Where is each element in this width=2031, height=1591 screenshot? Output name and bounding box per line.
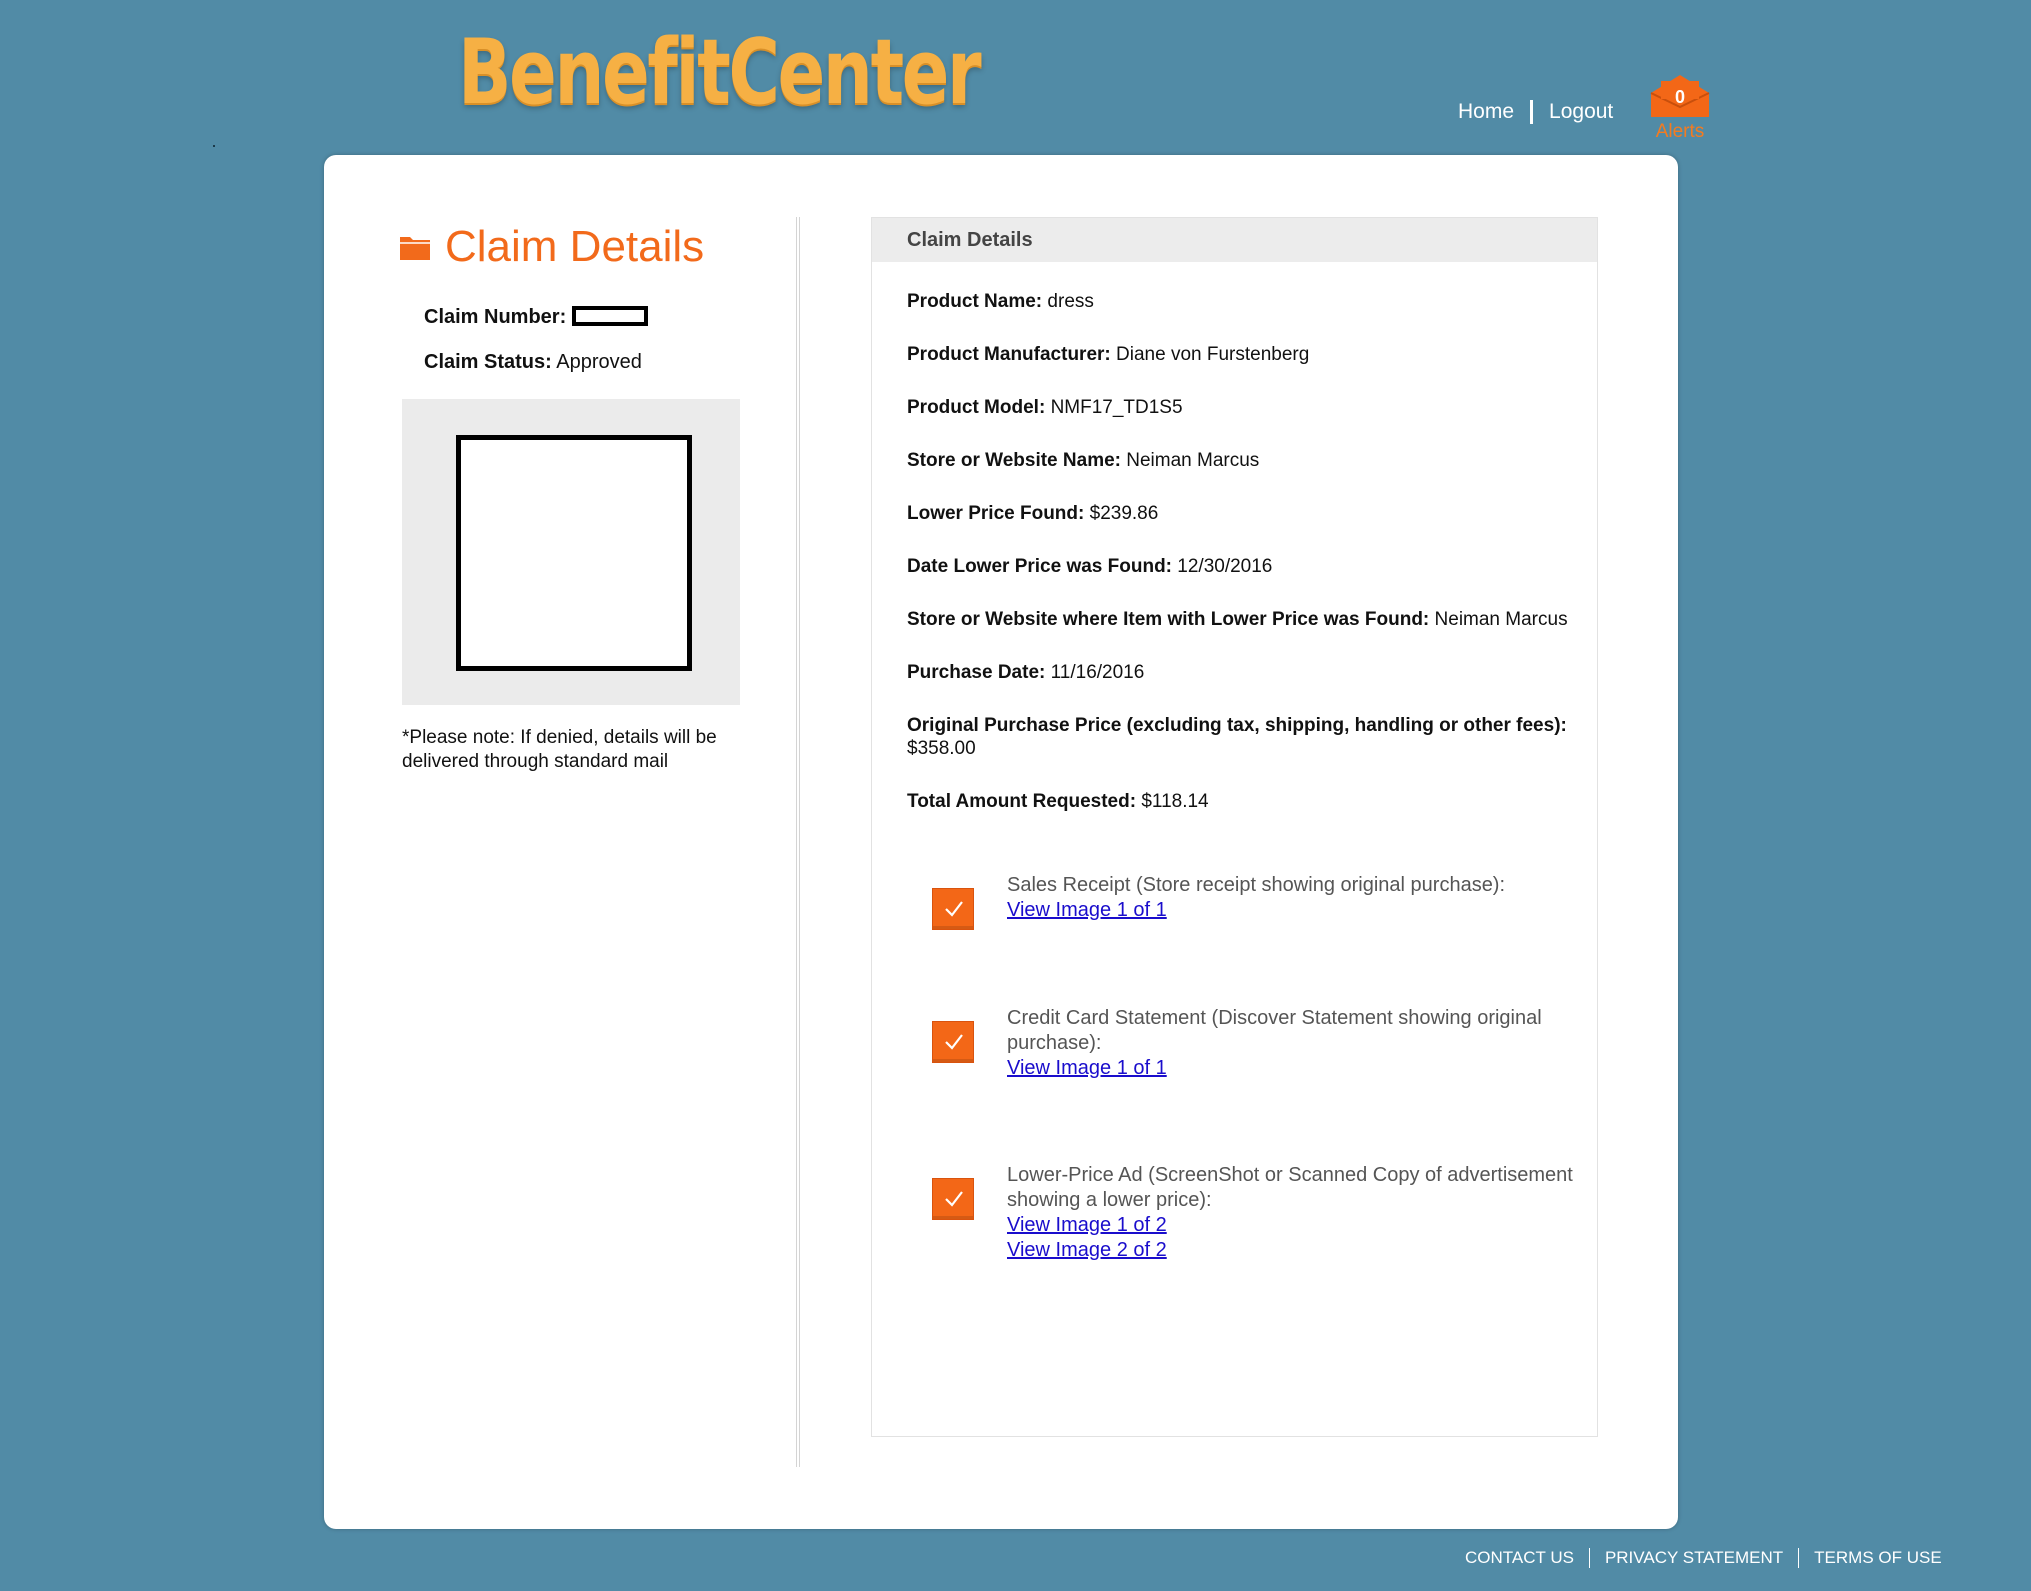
- detail-row-lower-price-date: [907, 555, 1592, 578]
- top-navigation: [1458, 100, 1613, 124]
- alerts-count: 0: [1674, 87, 1685, 107]
- detail-label: Lower Price Found:: [907, 503, 1085, 524]
- detail-row-lower-price-store: [907, 608, 1592, 631]
- detail-label: Date Lower Price was Found:: [907, 556, 1172, 577]
- claim-number-label: Claim Number:: [424, 306, 567, 328]
- detail-row-model: [907, 396, 1592, 419]
- detail-value: Neiman Marcus: [1434, 609, 1568, 630]
- detail-value: 12/30/2016: [1177, 556, 1273, 577]
- detail-label: Product Manufacturer:: [907, 344, 1111, 365]
- detail-label: Original Purchase Price (excluding tax, shipping, handling or other fees):: [907, 715, 1567, 736]
- detail-row-store: [907, 449, 1592, 472]
- detail-label: Purchase Date:: [907, 662, 1046, 683]
- alerts-button[interactable]: [1645, 73, 1715, 145]
- checkmark-icon: [944, 1033, 964, 1051]
- document-checkbox[interactable]: [932, 888, 974, 930]
- detail-value: $118.14: [1141, 791, 1209, 812]
- claim-status-value: Approved: [556, 351, 642, 373]
- privacy-statement-link[interactable]: PRIVACY STATEMENT: [1604, 1548, 1784, 1567]
- document-description: Lower-Price Ad (ScreenShot or Scanned Copy of advertisement showing a lower price):: [1007, 1164, 1573, 1211]
- claim-status: [424, 351, 642, 374]
- footer: [1465, 1548, 1942, 1568]
- document-checkbox[interactable]: [932, 1178, 974, 1220]
- page-title: Claim Details: [445, 222, 705, 271]
- detail-value: NMF17_TD1S5: [1050, 397, 1183, 418]
- detail-row-total-requested: [907, 790, 1592, 813]
- detail-label: Product Name:: [907, 291, 1043, 312]
- home-link[interactable]: Home: [1458, 100, 1515, 123]
- view-image-link[interactable]: View Image 1 of 2: [1007, 1214, 1167, 1236]
- image-placeholder-panel: [402, 399, 740, 705]
- claim-status-label: Claim Status:: [424, 351, 552, 373]
- detail-value: dress: [1047, 291, 1094, 312]
- image-placeholder: [456, 435, 692, 671]
- logout-link[interactable]: Logout: [1549, 100, 1614, 123]
- decorative-dot: [213, 145, 215, 147]
- details-header: Claim Details: [872, 218, 1597, 262]
- footer-separator: [1798, 1548, 1799, 1568]
- claim-details-panel: [871, 217, 1598, 1437]
- view-image-link[interactable]: View Image 1 of 1: [1007, 899, 1167, 921]
- checkmark-icon: [944, 900, 964, 918]
- benefit-center-logo: BenefitCenter: [458, 20, 980, 125]
- detail-row-lower-price: [907, 502, 1592, 525]
- view-image-link[interactable]: View Image 1 of 1: [1007, 1057, 1167, 1079]
- left-title: [399, 217, 704, 277]
- detail-row-original-price: [907, 714, 1592, 760]
- denial-note: *Please note: If denied, details will be delivered through standard mail: [402, 727, 717, 772]
- detail-label: Store or Website where Item with Lower Price was Found:: [907, 609, 1430, 630]
- detail-value: Diane von Furstenberg: [1116, 344, 1310, 365]
- detail-value: 11/16/2016: [1050, 662, 1145, 683]
- detail-label: Product Model:: [907, 397, 1046, 418]
- document-description: Sales Receipt (Store receipt showing original purchase):: [1007, 874, 1506, 896]
- document-checkbox[interactable]: [932, 1021, 974, 1063]
- detail-value: $358.00: [907, 738, 976, 759]
- claim-number: [424, 306, 648, 329]
- contact-us-link[interactable]: CONTACT US: [1465, 1548, 1574, 1567]
- view-image-link[interactable]: View Image 2 of 2: [1007, 1239, 1167, 1261]
- nav-separator: [1530, 100, 1533, 124]
- redacted-claim-number: [572, 306, 648, 326]
- detail-label: Total Amount Requested:: [907, 791, 1137, 812]
- main-card: [324, 155, 1678, 1529]
- detail-value: Neiman Marcus: [1126, 450, 1260, 471]
- column-divider: [796, 217, 800, 1467]
- document-description: Credit Card Statement (Discover Statement showing original purchase):: [1007, 1007, 1542, 1054]
- detail-row-product-name: [907, 290, 1592, 313]
- footer-separator: [1589, 1548, 1590, 1568]
- alerts-label: Alerts: [1655, 121, 1705, 142]
- folder-icon: [399, 233, 431, 261]
- detail-label: Store or Website Name:: [907, 450, 1121, 471]
- detail-value: $239.86: [1089, 503, 1159, 524]
- terms-of-use-link[interactable]: TERMS OF USE: [1814, 1548, 1942, 1567]
- detail-row-purchase-date: [907, 661, 1592, 684]
- detail-row-manufacturer: [907, 343, 1592, 366]
- checkmark-icon: [944, 1190, 964, 1208]
